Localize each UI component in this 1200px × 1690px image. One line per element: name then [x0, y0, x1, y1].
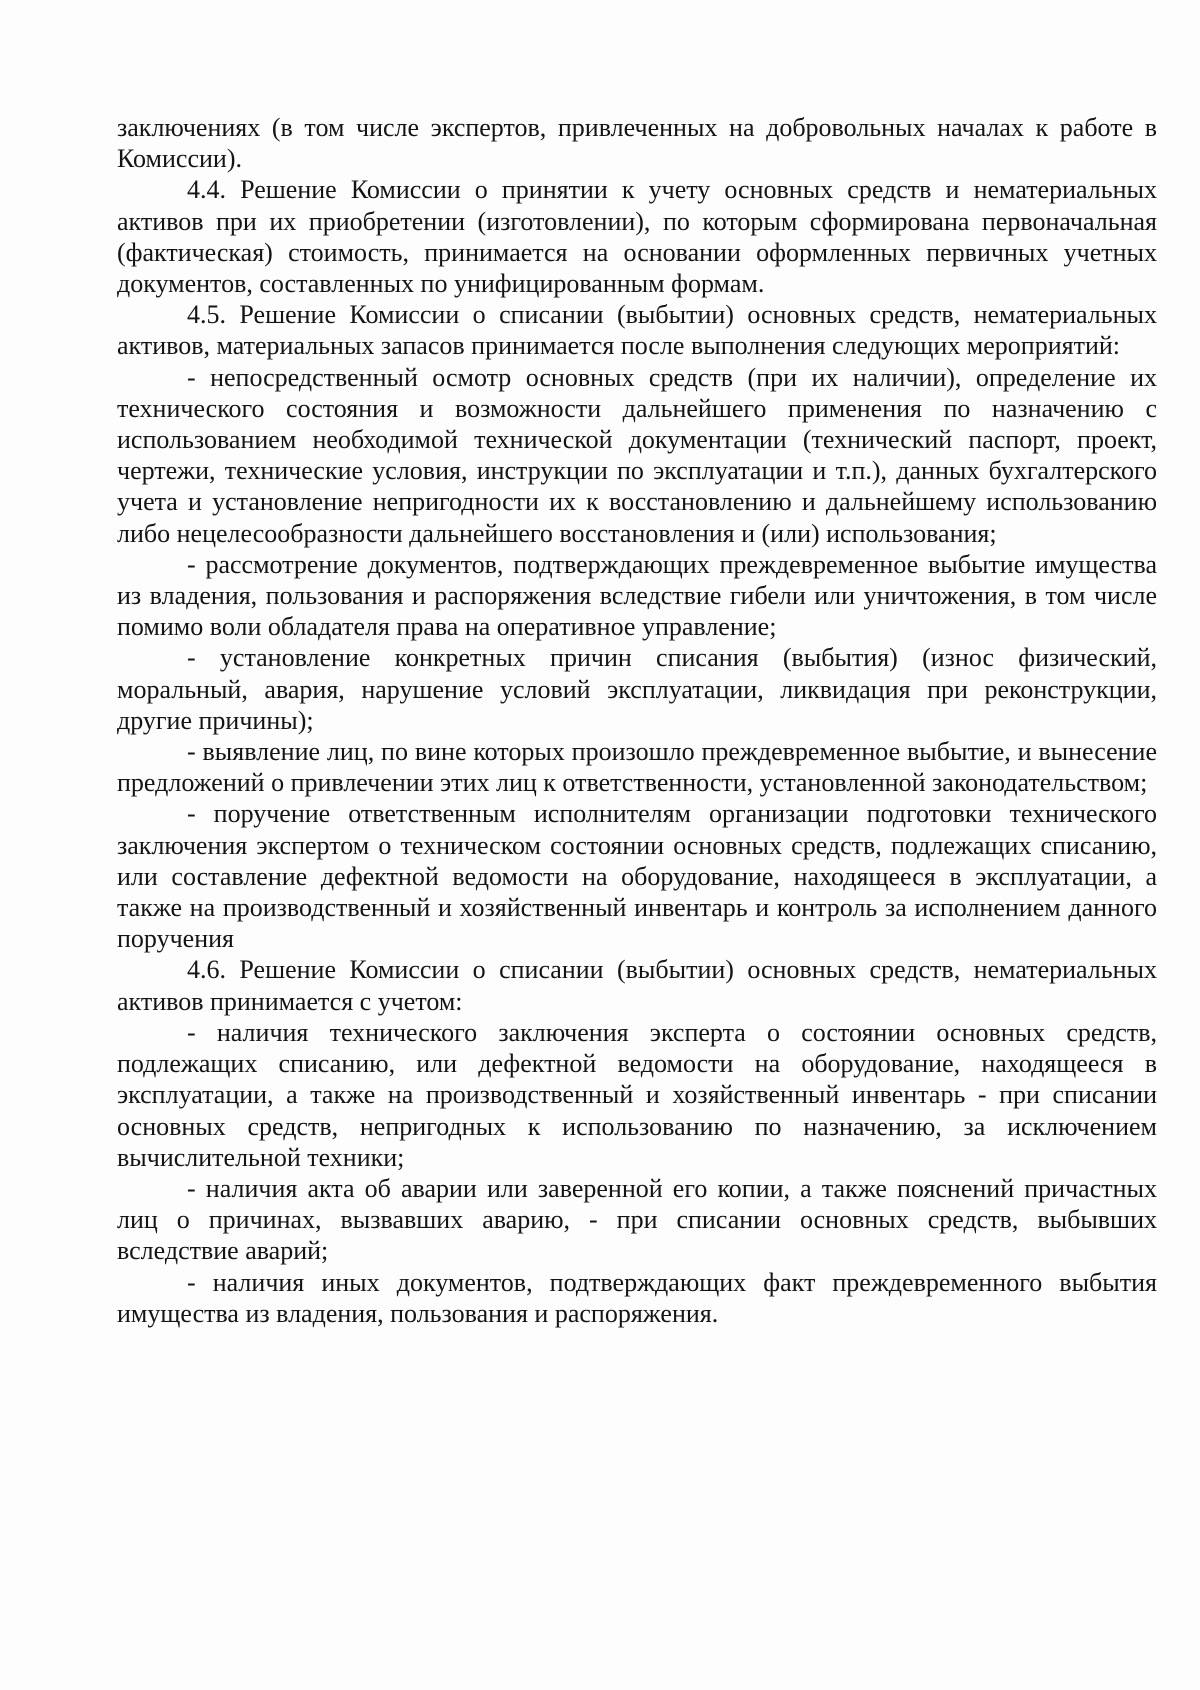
list-item: - установление конкретных причин списания (выбытия) (износ физический, моральный, авария, нарушение условий эксплуатации, ликвидация при реконструкции, другие причины);: [117, 643, 1157, 735]
list-item: - наличия технического заключения эксперта о состоянии основных средств, подлежащих списанию, или дефектной ведомости на оборудование, находящееся в эксплуатации, а также на производственный и хозяйственный инвентарь - при списании основных средств, непригодных к использованию по назначению, за исключением вычислительной техники;: [117, 1017, 1157, 1172]
paragraph-continuation: заключениях (в том числе экспертов, привлеченных на добровольных началах к работе в Комиссии).: [117, 113, 1157, 174]
list-item: - рассмотрение документов, подтверждающих преждевременное выбытие имущества из владения, пользования и распоряжения вследствие гибели или уничтожения, в том числе помимо воли обладателя права на оперативное управление;: [117, 549, 1157, 642]
list-item: - поручение ответственным исполнителям организации подготовки технического заключения экспертом о техническом состоянии основных средств, подлежащих списанию, или составление дефектной ведомости на оборудование, находящееся в эксплуатации, а также на производственный и хозяйственный инвентарь и контроль за исполнением данного поручения: [117, 799, 1157, 954]
document-body: [117, 112, 1157, 1329]
list-item: - наличия акта об аварии или заверенной его копии, а также пояснений причастных лиц о причинах, вызвавших аварию, - при списании основных средств, выбывших вследствие аварий;: [117, 1173, 1157, 1266]
paragraph-4-4: 4.4. Решение Комиссии о принятии к учету основных средств и нематериальных активов при их приобретении (изготовлении), по которым сформирована первоначальная (фактическая) стоимость, принимается на основании оформленных первичных учетных документов, составленных по унифицированным формам.: [117, 175, 1157, 299]
list-item: - наличия иных документов, подтверждающих факт преждевременного выбытия имущества из владения, пользования и распоряжения.: [117, 1267, 1157, 1328]
list-item: - непосредственный осмотр основных средств (при их наличии), определение их технического состояния и возможности дальнейшего применения по назначению с использованием необходимой технической документации (технический паспорт, проект, чертежи, технические условия, инструкции по эксплуатации и т.п.), данных бухгалтерского учета и установление непригодности их к восстановлению и дальнейшему использованию либо нецелесообразности дальнейшего восстановления и (или) использования;: [117, 362, 1157, 548]
paragraph-4-5: 4.5. Решение Комиссии о списании (выбытии) основных средств, нематериальных активов, материальных запасов принимается после выполнения следующих мероприятий:: [117, 300, 1157, 361]
paragraph-4-6: 4.6. Решение Комиссии о списании (выбытии) основных средств, нематериальных активов принимается с учетом:: [117, 955, 1157, 1016]
list-item: - выявление лиц, по вине которых произошло преждевременное выбытие, и вынесение предложений о привлечении этих лиц к ответственности, установленной законодательством;: [117, 737, 1157, 798]
